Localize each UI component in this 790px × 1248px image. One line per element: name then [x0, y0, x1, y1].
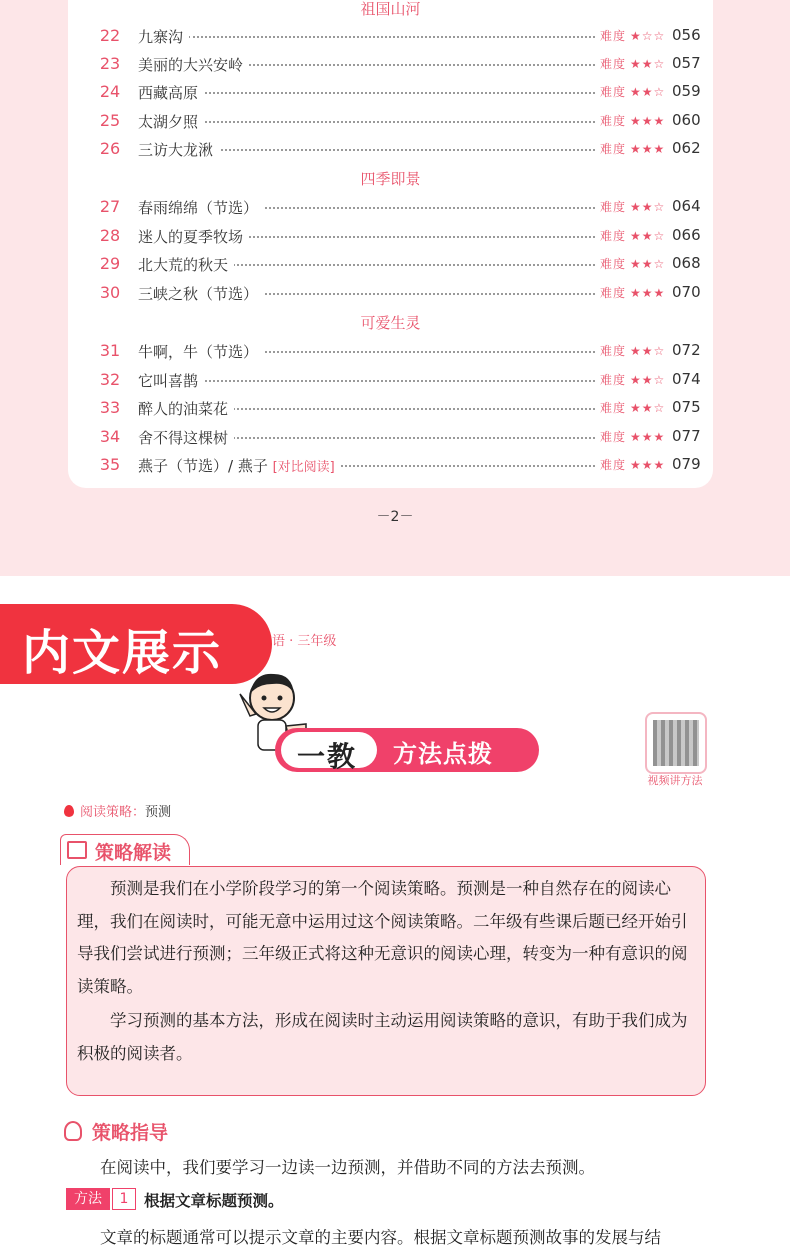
toc-entry[interactable]	[68, 252, 713, 276]
leader-dots	[188, 408, 595, 410]
section-title: 可爱生灵	[360, 314, 421, 332]
toc-entry[interactable]	[68, 368, 713, 392]
strategy-line	[64, 801, 171, 820]
method-number: 1	[112, 1188, 136, 1210]
toc-entry[interactable]	[68, 80, 713, 104]
entry-page: 079	[672, 455, 701, 473]
entry-title: 美丽的大兴安岭	[138, 54, 249, 75]
strategy-label: 阅读策略：	[80, 805, 146, 820]
toc-entry[interactable]	[68, 224, 713, 248]
toc-entry[interactable]	[68, 453, 713, 477]
entry-page: 060	[672, 111, 701, 129]
leader-dots	[188, 64, 595, 66]
entry-title: 牛啊，牛（节选）	[138, 341, 264, 362]
leader-dots	[188, 264, 595, 266]
lightbulb-icon	[64, 1121, 82, 1141]
entry-title: 春雨绵绵（节选）	[138, 197, 264, 218]
difficulty: 难度 ★★☆	[596, 55, 665, 72]
qr-pattern	[653, 720, 699, 766]
page-number: －2－	[376, 509, 414, 525]
entry-title: 舍不得这棵树	[138, 427, 234, 448]
difficulty: 难度 ★★★	[596, 284, 665, 301]
entry-number: 28	[99, 226, 121, 245]
entry-page: 072	[672, 341, 701, 359]
paragraph: 预测是我们在小学阶段学习的第一个阅读策略。预测是一种自然存在的阅读心理，我们在阅读时，可能无意中运用过这个阅读策略。二年级有些课后题已经开始引导我们尝试进行预测；三年级正式将这种无意识的阅读心理，转变为一种有意识的阅读策略。	[77, 879, 688, 996]
entry-title: 醉人的油菜花	[138, 398, 234, 419]
reading-box-tab	[60, 834, 190, 865]
method-description: 根据文章标题预测。	[144, 1192, 284, 1210]
entry-title: 西藏高原	[138, 82, 204, 103]
strategy-value: 预测	[145, 805, 172, 820]
yijiao-label: 一教	[297, 740, 358, 773]
difficulty-stars: ★★☆	[630, 57, 666, 71]
entry-page: 064	[672, 197, 701, 215]
difficulty: 难度 ★★☆	[596, 227, 665, 244]
entry-page: 070	[672, 283, 701, 301]
entry-title: 北大荒的秋天	[138, 254, 234, 275]
difficulty: 难度 ★★★	[596, 140, 665, 157]
toc-entry[interactable]	[68, 339, 713, 363]
difficulty-stars: ★★☆	[630, 401, 666, 415]
entry-page: 068	[672, 254, 701, 272]
body-text-cut: 文章的标题通常可以提示文章的主要内容。根据文章标题预测故事的发展与结	[100, 1228, 661, 1247]
entry-page: 057	[672, 54, 701, 72]
difficulty-stars: ★★☆	[630, 373, 666, 387]
toc-card	[68, 0, 713, 488]
toc-entry[interactable]	[68, 396, 713, 420]
entry-page: 059	[672, 82, 701, 100]
entry-number: 35	[99, 455, 121, 474]
flame-icon	[64, 805, 74, 817]
section-title: 四季即景	[360, 170, 421, 188]
difficulty-stars: ★★★	[630, 458, 666, 472]
banner-title: 内文展示	[22, 625, 223, 681]
entry-title: 迷人的夏季牧场	[138, 226, 249, 247]
difficulty: 难度 ★★★	[596, 112, 665, 129]
guide-text: 在阅读中，我们要学习一边读一边预测，并借助不同的方法去预测。	[100, 1158, 595, 1177]
contrast-reading-tag: [对比阅读]	[272, 460, 335, 475]
guide-title: 策略指导	[92, 1122, 169, 1144]
difficulty-stars: ★★☆	[630, 85, 666, 99]
difficulty-stars: ★★★	[630, 114, 666, 128]
difficulty: 难度 ★★☆	[596, 255, 665, 272]
yijiao-badge	[281, 732, 377, 773]
difficulty: 难度 ★★☆	[596, 399, 665, 416]
entry-title: 它叫喜鹊	[138, 370, 204, 391]
entry-number: 30	[99, 283, 121, 302]
difficulty-stars: ★★★	[630, 430, 666, 444]
entry-number: 27	[99, 197, 121, 216]
section-title: 祖国山河	[360, 0, 421, 18]
entry-number: 33	[99, 398, 121, 417]
entry-title: 燕子（节选）/ 燕子 [对比阅读]	[138, 455, 341, 476]
entry-number: 34	[99, 427, 121, 446]
entry-number: 22	[99, 26, 121, 45]
toc-entry[interactable]	[68, 52, 713, 76]
entry-title: 三访大龙湫	[138, 139, 219, 160]
difficulty-stars: ★★☆	[630, 229, 666, 243]
toc-page	[0, 0, 790, 576]
toc-entry[interactable]	[68, 109, 713, 133]
strategy-interpretation-box	[66, 866, 706, 1096]
leader-dots	[188, 149, 595, 151]
method-title: 方法点拨	[393, 740, 493, 768]
difficulty-stars: ★★☆	[630, 344, 666, 358]
paragraph: 学习预测的基本方法，形成在阅读时主动运用阅读策略的意识，有助于我们成为积极的阅读者。	[77, 1011, 688, 1063]
leader-dots	[188, 236, 595, 238]
entry-title: 九寨沟	[138, 26, 189, 47]
entry-page: 075	[672, 398, 701, 416]
entry-page: 066	[672, 226, 701, 244]
entry-number: 24	[99, 82, 121, 101]
toc-entry[interactable]	[68, 425, 713, 449]
entry-page: 062	[672, 139, 701, 157]
difficulty: 难度 ★★☆	[596, 198, 665, 215]
method-section-header	[275, 728, 539, 772]
leader-dots	[188, 380, 595, 382]
difficulty-stars: ★★★	[630, 286, 666, 300]
entry-page: 077	[672, 427, 701, 445]
entry-page: 056	[672, 26, 701, 44]
book-icon	[67, 841, 87, 859]
entry-number: 23	[99, 54, 121, 73]
qr-code[interactable]	[645, 712, 707, 774]
difficulty: 难度 ★★★	[596, 456, 665, 473]
leader-dots	[188, 36, 595, 38]
difficulty: 难度 ★★☆	[596, 83, 665, 100]
grade-header: 语 · 三年级	[272, 634, 337, 649]
toc-entry[interactable]	[68, 281, 713, 305]
entry-page: 074	[672, 370, 701, 388]
entry-number: 26	[99, 139, 121, 158]
difficulty: 难度 ★☆☆	[596, 27, 665, 44]
entry-number: 32	[99, 370, 121, 389]
difficulty: 难度 ★★★	[596, 428, 665, 445]
guide-heading	[64, 1118, 168, 1145]
entry-title: 太湖夕照	[138, 111, 204, 132]
difficulty: 难度 ★★☆	[596, 342, 665, 359]
entry-title: 三峡之秋（节选）	[138, 283, 264, 304]
entry-number: 25	[99, 111, 121, 130]
difficulty-stars: ★★☆	[630, 257, 666, 271]
leader-dots	[188, 92, 595, 94]
method-tag: 方法	[66, 1188, 110, 1210]
difficulty-stars: ★★☆	[630, 200, 666, 214]
reading-box-title: 策略解读	[95, 842, 172, 864]
difficulty-stars: ★★★	[630, 142, 666, 156]
toc-entry[interactable]	[68, 24, 713, 48]
leader-dots	[188, 437, 595, 439]
toc-entry[interactable]	[68, 137, 713, 161]
entry-number: 31	[99, 341, 121, 360]
difficulty: 难度 ★★☆	[596, 371, 665, 388]
entry-number: 29	[99, 254, 121, 273]
qr-caption: 视频讲方法	[647, 774, 703, 787]
toc-entry[interactable]	[68, 195, 713, 219]
difficulty-stars: ★☆☆	[630, 29, 666, 43]
content-page	[0, 576, 790, 1247]
leader-dots	[188, 121, 595, 123]
